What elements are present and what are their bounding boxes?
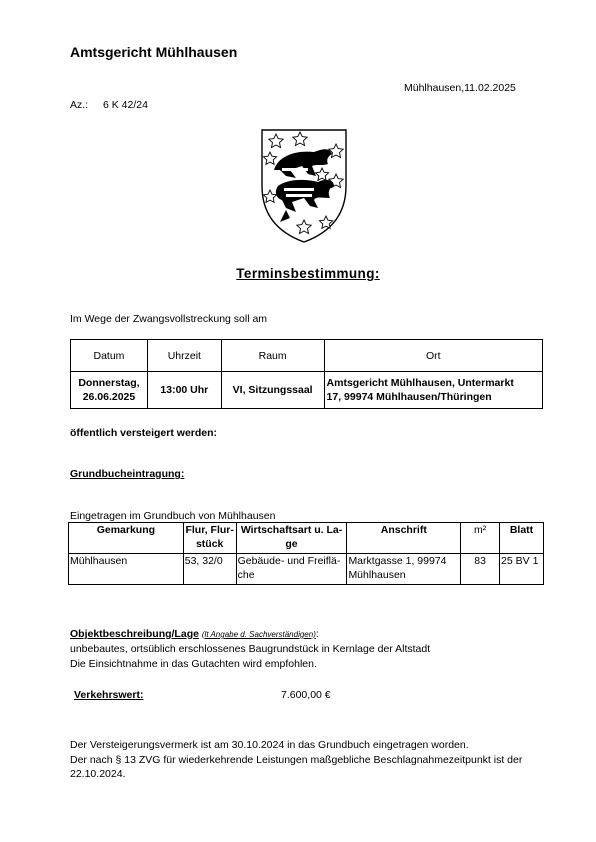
- column-header-raum: Raum: [221, 340, 324, 372]
- appointment-table-header: [71, 340, 543, 372]
- file-reference-label: Az.:: [70, 99, 89, 111]
- column-header-flur: [183, 523, 236, 554]
- column-header-anschrift: Anschrift: [347, 523, 461, 554]
- intro-text: Im Wege der Zwangsvollstreckung soll am: [70, 313, 268, 325]
- closing-line-2: Der nach § 13 ZVG für wiederkehrende Leistungen maßgebliche Beschlagnahmezeitpunkt ist der 22.10.2024.: [70, 753, 523, 780]
- object-description-heading: Objektbeschreibung/Lage: [70, 628, 199, 640]
- cell-flur: 53, 32/0: [183, 554, 236, 585]
- ort-line-1: Amtsgericht Mühlhausen, Untermarkt: [326, 377, 514, 389]
- column-header-m2: m²: [461, 523, 500, 554]
- cell-uhrzeit: 13:00 Uhr: [147, 372, 221, 409]
- table-row: [71, 372, 543, 409]
- column-header-datum: Datum: [71, 340, 148, 372]
- cell-gemarkung: Mühlhausen: [69, 554, 184, 585]
- object-description-line-2: Die Einsichtnahme in das Gutachten wird empfohlen.: [70, 658, 317, 670]
- ort-line-2: 17, 99974 Mühlhausen/Thüringen: [326, 391, 492, 403]
- flur-header-line-1: Flur, Flur-: [185, 524, 234, 536]
- anschrift-line-2: Mühlhausen: [348, 569, 406, 581]
- closing-text: [70, 738, 530, 782]
- table-row: [69, 554, 544, 585]
- auction-statement: öffentlich versteigert werden:: [70, 427, 218, 439]
- appointment-table: [70, 339, 543, 409]
- wirtschaftsart-line-2: che: [237, 569, 255, 581]
- file-reference: [70, 99, 148, 111]
- land-register-intro: Eingetragen im Grundbuch von Mühlhausen: [70, 510, 276, 522]
- place-date: Mühlhausen,11.02.2025: [404, 82, 516, 94]
- land-register-header: [69, 523, 544, 554]
- object-description-heading-line: [70, 628, 319, 640]
- page-title: Terminsbestimmung:: [236, 266, 380, 281]
- cell-m2: 83: [461, 554, 500, 585]
- column-header-ort: Ort: [324, 340, 542, 372]
- wirtschaftsart-header-line-2: ge: [285, 538, 298, 550]
- land-register-table: [68, 522, 544, 585]
- cell-wirtschaftsart: [236, 554, 347, 585]
- land-register-heading: Grundbucheintragung:: [70, 468, 185, 480]
- cell-ort: [324, 372, 542, 409]
- court-name: Amtsgericht Mühlhausen: [70, 44, 238, 60]
- file-reference-value: 6 K 42/24: [103, 99, 148, 111]
- anschrift-line-1: Marktgasse 1, 99974: [348, 555, 447, 567]
- coat-of-arms-thuringia-icon: [256, 126, 352, 244]
- flur-header-line-2: stück: [195, 538, 224, 550]
- cell-anschrift: [347, 554, 461, 585]
- cell-blatt: 25 BV 1: [500, 554, 544, 585]
- closing-line-1: Der Versteigerungsvermerk ist am 30.10.2024 in das Grundbuch eingetragen worden.: [70, 739, 469, 751]
- object-description-colon: :: [315, 628, 319, 640]
- column-header-gemarkung: Gemarkung: [69, 523, 184, 554]
- column-header-blatt: Blatt: [500, 523, 544, 554]
- market-value-amount: 7.600,00 €: [281, 689, 331, 701]
- object-description-line-1: unbebautes, ortsüblich erschlossenes Baugrundstück in Kernlage der Altstadt: [70, 643, 431, 655]
- datum-date: 26.06.2025: [82, 391, 136, 403]
- column-header-uhrzeit: Uhrzeit: [147, 340, 221, 372]
- column-header-wirtschaftsart: [236, 523, 347, 554]
- market-value-label: Verkehrswert:: [74, 689, 144, 701]
- wirtschaftsart-header-line-1: Wirtschaftsart u. La-: [240, 524, 343, 536]
- cell-datum: [71, 372, 148, 409]
- cell-raum: VI, Sitzungssaal: [221, 372, 324, 409]
- datum-weekday: Donnerstag,: [78, 377, 140, 389]
- object-description-note: (lt Angabe d. Sachverständigen): [201, 630, 316, 639]
- wirtschaftsart-line-1: Gebäude- und Freiflä-: [237, 555, 341, 567]
